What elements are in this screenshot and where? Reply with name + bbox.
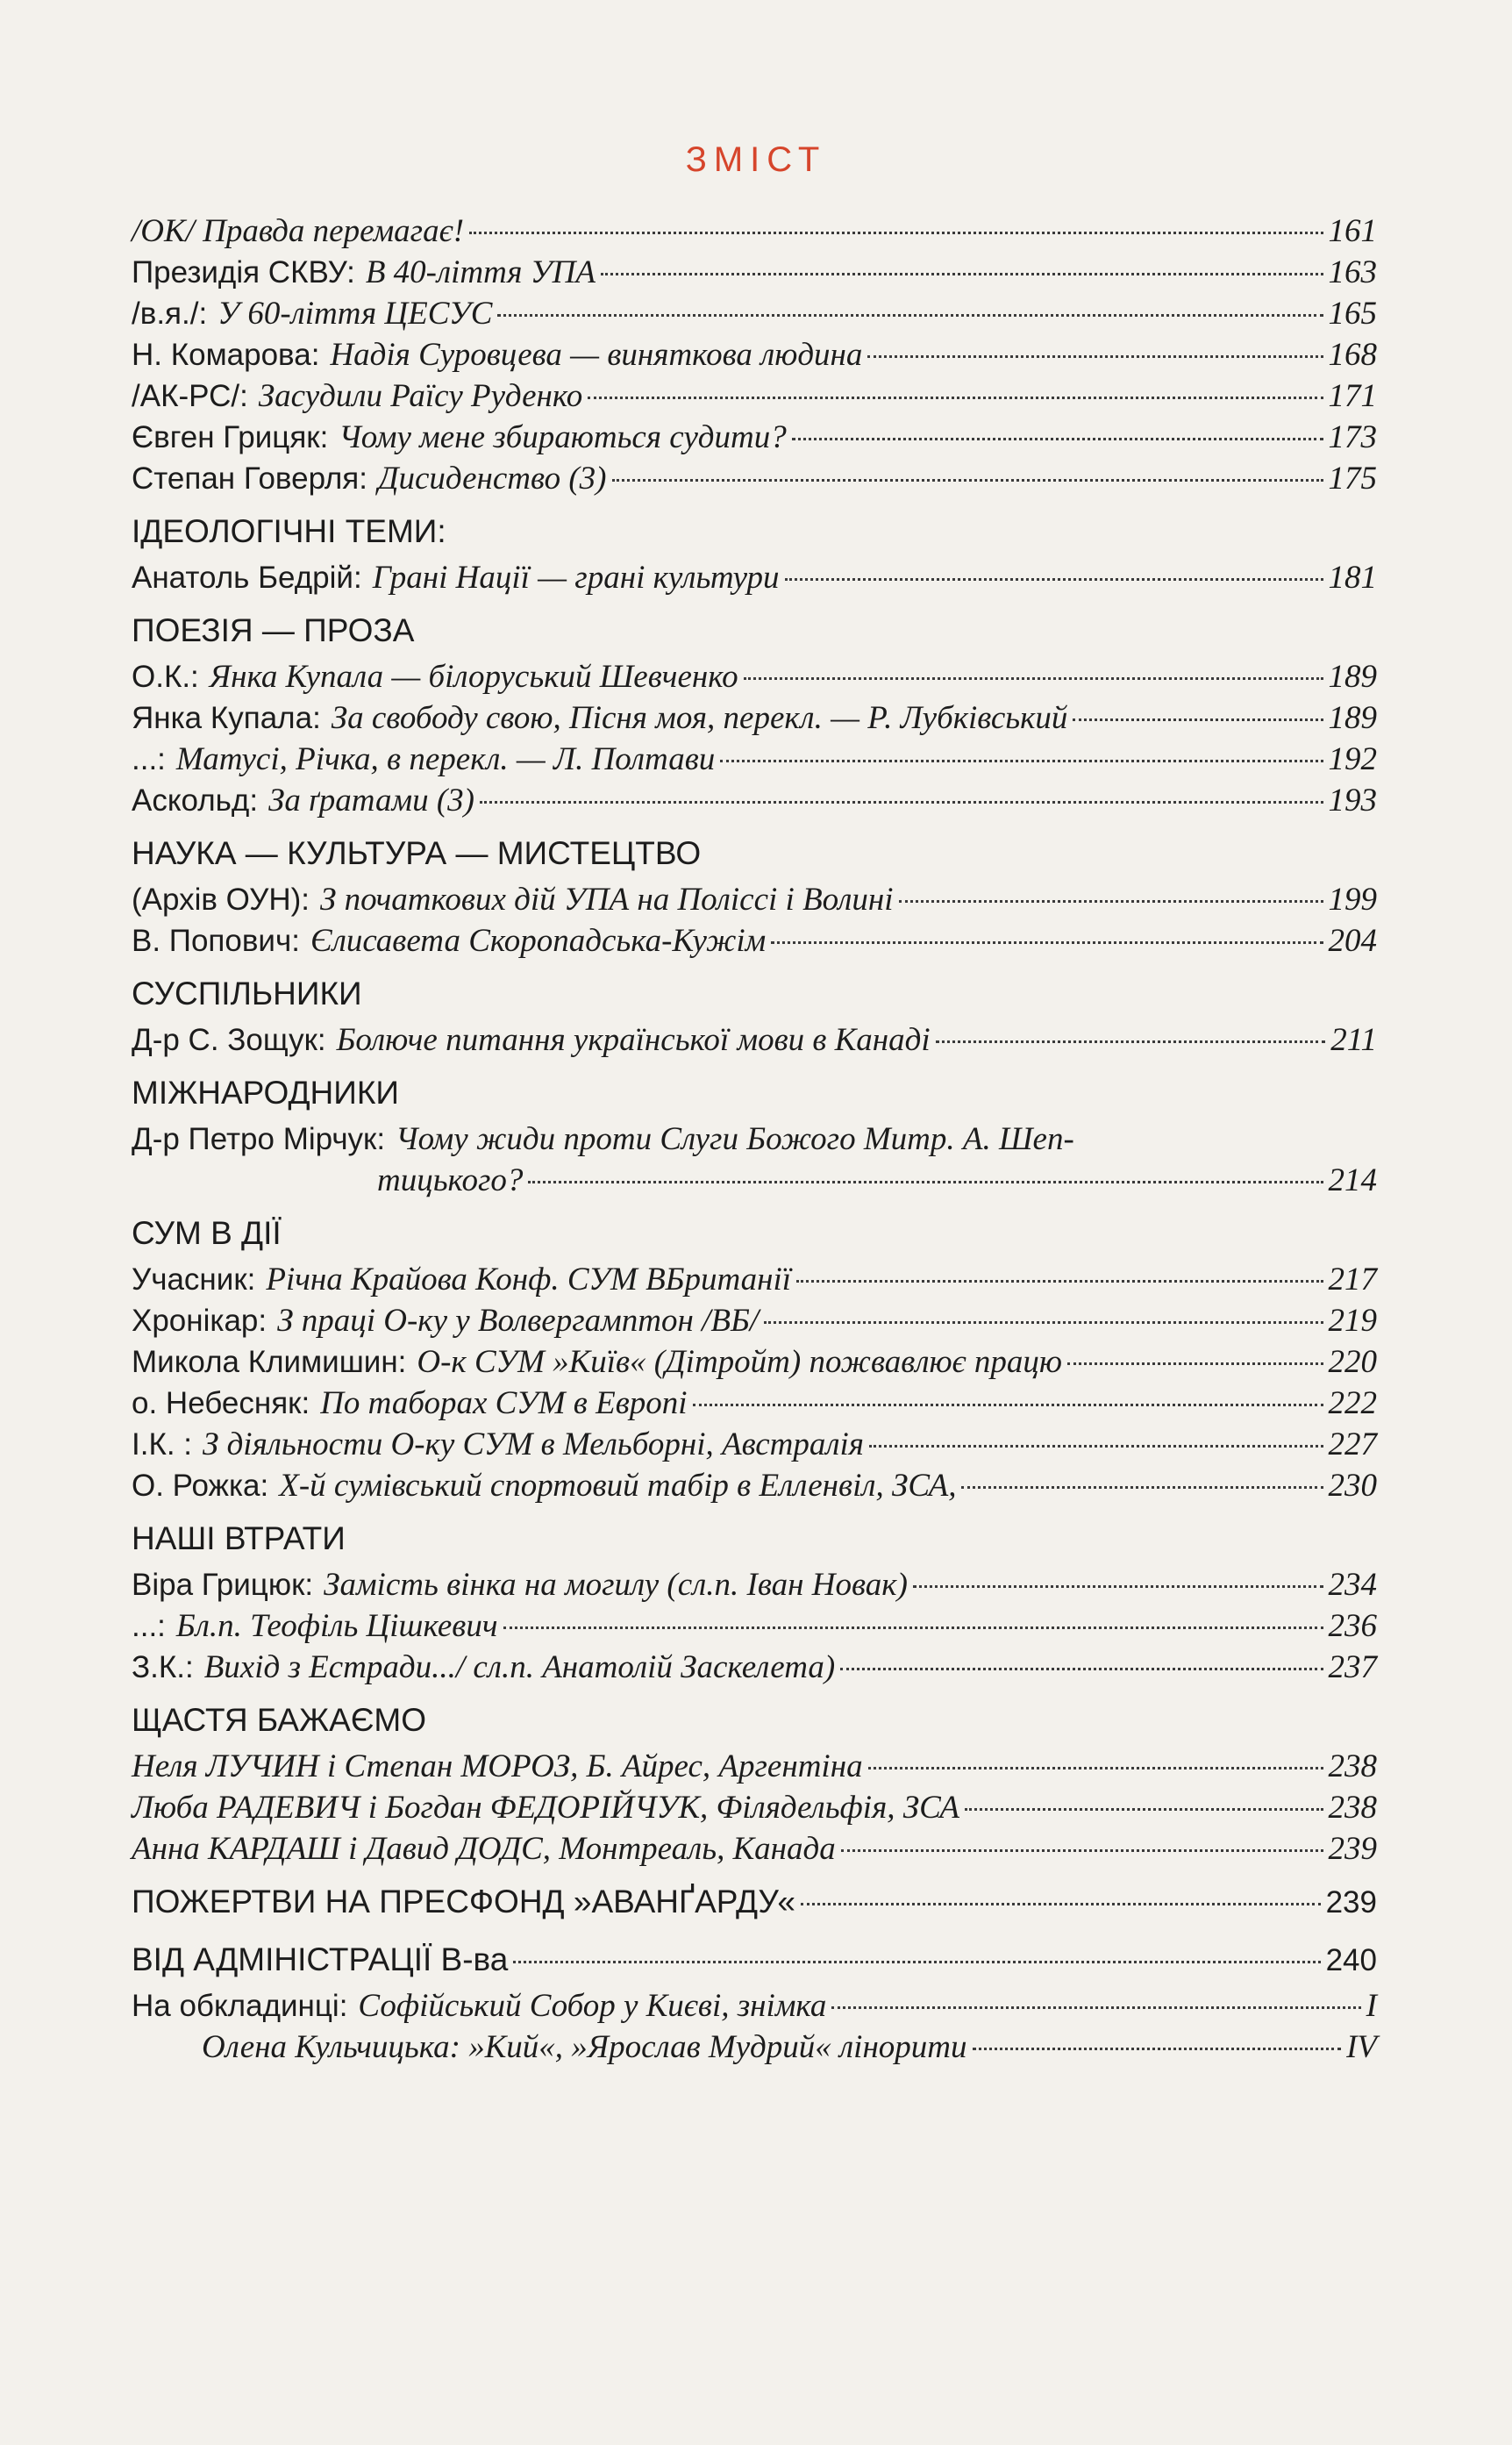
entry-author: Хронікар: xyxy=(132,1304,267,1338)
entry-page: 234 xyxy=(1328,1567,1377,1603)
dot-leader xyxy=(961,1486,1323,1489)
entry-page: 217 xyxy=(1328,1262,1377,1298)
dot-leader xyxy=(480,801,1323,804)
entry-title: /ОК/ Правда перемагає! xyxy=(132,213,465,249)
entry-page: 175 xyxy=(1328,461,1377,497)
section-heading: НАШІ ВТРАТИ xyxy=(132,1520,346,1556)
section-heading: МІЖНАРОДНИКИ xyxy=(132,1075,400,1111)
entry-author: Віра Грицюк: xyxy=(132,1568,314,1602)
toc-entry xyxy=(132,780,1377,821)
entry-author: Микола Климишин: xyxy=(132,1345,407,1379)
entry-page: 239 xyxy=(1325,1885,1377,1920)
entry-title: У 60-ліття ЦЕСУС xyxy=(218,296,493,332)
entry-author: о. Небесняк: xyxy=(132,1386,310,1420)
toc-entry xyxy=(132,1985,1377,2027)
toc-entry xyxy=(132,656,1377,697)
dot-leader xyxy=(867,355,1323,358)
entry-page: I xyxy=(1366,1988,1377,2024)
toc-entry xyxy=(132,458,1377,499)
entry-title: В 40-ліття УПА xyxy=(365,254,596,290)
entry-page: 222 xyxy=(1328,1385,1377,1421)
toc-entry xyxy=(132,920,1377,962)
entry-title: З діяльности О-ку СУМ в Мельборні, Австралія xyxy=(203,1426,864,1462)
entry-page: 240 xyxy=(1325,1943,1377,1977)
toc-entry xyxy=(132,1746,1377,1787)
entry-author: Степан Говерля: xyxy=(132,461,367,496)
entry-page: 165 xyxy=(1328,296,1377,332)
dot-leader xyxy=(503,1626,1323,1629)
toc-entry xyxy=(132,375,1377,417)
section-heading: СУСПІЛЬНИКИ xyxy=(132,976,362,1012)
toc-entry xyxy=(132,1300,1377,1341)
section-heading: ПОЕЗІЯ — ПРОЗА xyxy=(132,612,415,648)
toc-entry xyxy=(132,1647,1377,1688)
entry-author: /АК-РС/: xyxy=(132,379,248,413)
entry-page: 220 xyxy=(1328,1344,1377,1380)
entry-page: 214 xyxy=(1328,1162,1377,1198)
entry-page: 168 xyxy=(1328,337,1377,373)
entry-title: Засудили Раїсу Руденко xyxy=(258,378,583,414)
toc-entry xyxy=(132,1424,1377,1465)
toc-entry xyxy=(132,417,1377,458)
entry-author: (Архів ОУН): xyxy=(132,883,310,917)
entry-title: Річна Крайова Конф. СУМ ВБританії xyxy=(266,1262,792,1298)
entry-title-continued: тицького? xyxy=(377,1162,524,1198)
entry-page: 204 xyxy=(1328,923,1377,959)
dot-leader xyxy=(868,1767,1323,1769)
entry-page: 189 xyxy=(1328,700,1377,736)
entry-title: З праці О-ку у Волвергамптон /ВБ/ xyxy=(277,1303,760,1339)
entry-page: 173 xyxy=(1328,419,1377,455)
entry-page: 199 xyxy=(1328,882,1377,918)
section-heading: ІДЕОЛОГІЧНІ ТЕМИ: xyxy=(132,513,446,549)
entry-title: Єлисавета Скоропадська-Кужім xyxy=(310,923,767,959)
toc-entry-continued xyxy=(132,1160,1377,1201)
entry-title: Янка Купала — білоруський Шевченко xyxy=(209,659,738,695)
entry-title: Неля ЛУЧИН і Степан МОРОЗ, Б. Айрес, Аргентіна xyxy=(132,1748,863,1784)
entry-title: Матусі, Річка, в перекл. — Л. Полтави xyxy=(175,741,716,777)
toc-plain-entry xyxy=(132,1934,1377,1985)
toc-entry xyxy=(132,1341,1377,1383)
toc-entry xyxy=(132,293,1377,334)
toc-entry xyxy=(132,211,1377,252)
page-title: ЗМІСТ xyxy=(685,140,827,179)
entry-author: На обкладинці: xyxy=(132,1989,348,2023)
entry-title: Грані Нації — грані культури xyxy=(372,560,780,596)
entry-title: За ґратами (3) xyxy=(268,783,474,819)
dot-leader xyxy=(796,1280,1323,1283)
entry-page: 211 xyxy=(1330,1022,1377,1058)
dot-leader xyxy=(1067,1362,1323,1365)
toc-entry xyxy=(132,334,1377,375)
dot-leader xyxy=(744,677,1323,680)
entry-author: О.К.: xyxy=(132,660,199,694)
dot-leader xyxy=(965,1808,1323,1811)
entry-page: 163 xyxy=(1328,254,1377,290)
entry-author: Н. Комарова: xyxy=(132,338,320,372)
dot-leader xyxy=(913,1585,1323,1588)
entry-page: 193 xyxy=(1328,783,1377,819)
entry-page: 192 xyxy=(1328,741,1377,777)
entry-author: /в.я./: xyxy=(132,297,208,331)
entry-page: 181 xyxy=(1328,560,1377,596)
entry-title: Болюче питання української мови в Канаді xyxy=(336,1022,931,1058)
toc-entry xyxy=(132,1605,1377,1647)
toc-entry xyxy=(132,252,1377,293)
dot-leader xyxy=(899,900,1323,903)
entry-author: Д-р Петро Мірчук: xyxy=(132,1122,386,1156)
toc-entry xyxy=(132,1787,1377,1828)
section-heading: СУМ В ДІЇ xyxy=(132,1215,282,1251)
entry-page: IV xyxy=(1346,2029,1377,2065)
entry-page: 227 xyxy=(1328,1426,1377,1462)
entry-title: Чому мене збираються судити? xyxy=(339,419,787,455)
toc-entry xyxy=(132,1259,1377,1300)
dot-leader xyxy=(601,273,1323,275)
dot-leader xyxy=(936,1040,1326,1043)
entry-title: О-к СУМ »Київ« (Дітройт) пожвавлює працю xyxy=(417,1344,1063,1380)
entry-title: Надія Суровцева — виняткова людина xyxy=(330,337,863,373)
toc-entry xyxy=(132,557,1377,598)
dot-leader xyxy=(792,438,1323,440)
toc-entry xyxy=(132,1465,1377,1506)
entry-author: ...: xyxy=(132,742,166,776)
dot-leader xyxy=(720,760,1323,762)
toc-entry xyxy=(132,879,1377,920)
dot-leader xyxy=(1073,718,1323,721)
dot-leader xyxy=(840,1668,1323,1670)
dot-leader xyxy=(693,1404,1323,1406)
entry-title: Софійський Собор у Києві, знімка xyxy=(358,1988,827,2024)
dot-leader xyxy=(771,941,1323,944)
dot-leader xyxy=(513,1961,1320,1963)
toc-entry xyxy=(132,1383,1377,1424)
entry-author: ...: xyxy=(132,1609,166,1643)
entry-title: Бл.п. Теофіль Цішкевич xyxy=(175,1608,498,1644)
toc-plain-entry xyxy=(132,1877,1377,1927)
entry-page: 230 xyxy=(1328,1468,1377,1504)
dot-leader xyxy=(497,314,1323,317)
entry-page: 219 xyxy=(1328,1303,1377,1339)
entry-page: 236 xyxy=(1328,1608,1377,1644)
entry-title: По таборах СУМ в Европі xyxy=(320,1385,688,1421)
entry-author: Євген Грицяк: xyxy=(132,420,329,454)
entry-author: Учасник: xyxy=(132,1262,256,1297)
entry-page: 171 xyxy=(1328,378,1377,414)
toc-entry xyxy=(132,1564,1377,1605)
entry-page: 238 xyxy=(1328,1748,1377,1784)
entry-label: ВІД АДМІНІСТРАЦІЇ В-ва xyxy=(132,1941,509,1977)
entry-label: ПОЖЕРТВИ НА ПРЕСФОНД »АВАНҐАРДУ« xyxy=(132,1884,795,1920)
entry-title: Дисиденство (3) xyxy=(377,461,607,497)
section-heading: ЩАСТЯ БАЖАЄМО xyxy=(132,1702,427,1738)
entry-title: Вихід з Естради.../ сл.п. Анатолій Заскелета) xyxy=(203,1649,836,1685)
toc-entry xyxy=(132,697,1377,739)
toc-entry xyxy=(132,1019,1377,1061)
dot-leader xyxy=(973,2048,1342,2050)
section-heading: НАУКА — КУЛЬТУРА — МИСТЕЦТВО xyxy=(132,835,702,871)
dot-leader xyxy=(612,479,1323,482)
toc-entry xyxy=(132,739,1377,780)
entry-title: Олена Кульчицька: »Кий«, »Ярослав Мудрий« лінорити xyxy=(202,2029,967,2065)
entry-page: 238 xyxy=(1328,1790,1377,1826)
dot-leader xyxy=(588,397,1323,399)
toc-entry xyxy=(132,1828,1377,1869)
entry-page: 161 xyxy=(1328,213,1377,249)
dot-leader xyxy=(785,578,1323,581)
dot-leader xyxy=(869,1445,1323,1448)
entry-author: І.К. : xyxy=(132,1427,193,1462)
entry-author: Янка Купала: xyxy=(132,701,321,735)
entry-title: З початкових дій УПА на Поліссі і Волині xyxy=(320,882,894,918)
entry-author: О. Рожка: xyxy=(132,1469,269,1503)
toc-entry xyxy=(132,1119,1377,1160)
entry-title: Х-й сумівський спортовий табір в Елленвіл, ЗСА, xyxy=(279,1468,957,1504)
entry-author: Аскольд: xyxy=(132,783,259,818)
entry-title: Чому жиди проти Слуги Божого Митр. А. Шеп- xyxy=(396,1121,1074,1157)
dot-leader xyxy=(801,1903,1321,1905)
entry-author: З.К.: xyxy=(132,1650,194,1684)
toc-entry xyxy=(132,2027,1377,2068)
entry-title: Замість вінка на могилу (сл.п. Іван Новак) xyxy=(324,1567,908,1603)
dot-leader xyxy=(841,1849,1323,1852)
entry-author: Анатоль Бедрій: xyxy=(132,561,362,595)
dot-leader xyxy=(469,232,1323,234)
entry-author: Д-р С. Зощук: xyxy=(132,1023,326,1057)
entry-title: Анна КАРДАШ і Давид ДОДС, Монтреаль, Канада xyxy=(132,1831,836,1867)
entry-page: 239 xyxy=(1328,1831,1377,1867)
dot-leader xyxy=(764,1321,1323,1324)
entry-title: За свободу свою, Пісня моя, перекл. — Р. Лубківський xyxy=(331,700,1068,736)
entry-page: 237 xyxy=(1328,1649,1377,1685)
dot-leader xyxy=(831,2006,1360,2009)
table-of-contents xyxy=(132,211,1377,2068)
entry-title: Люба РАДЕВИЧ і Богдан ФЕДОРІЙЧУК, Філядельфія, ЗСА xyxy=(132,1790,959,1826)
entry-author: В. Попович: xyxy=(132,924,300,958)
entry-author: Президія СКВУ: xyxy=(132,255,355,290)
dot-leader xyxy=(528,1181,1323,1183)
entry-page: 189 xyxy=(1328,659,1377,695)
